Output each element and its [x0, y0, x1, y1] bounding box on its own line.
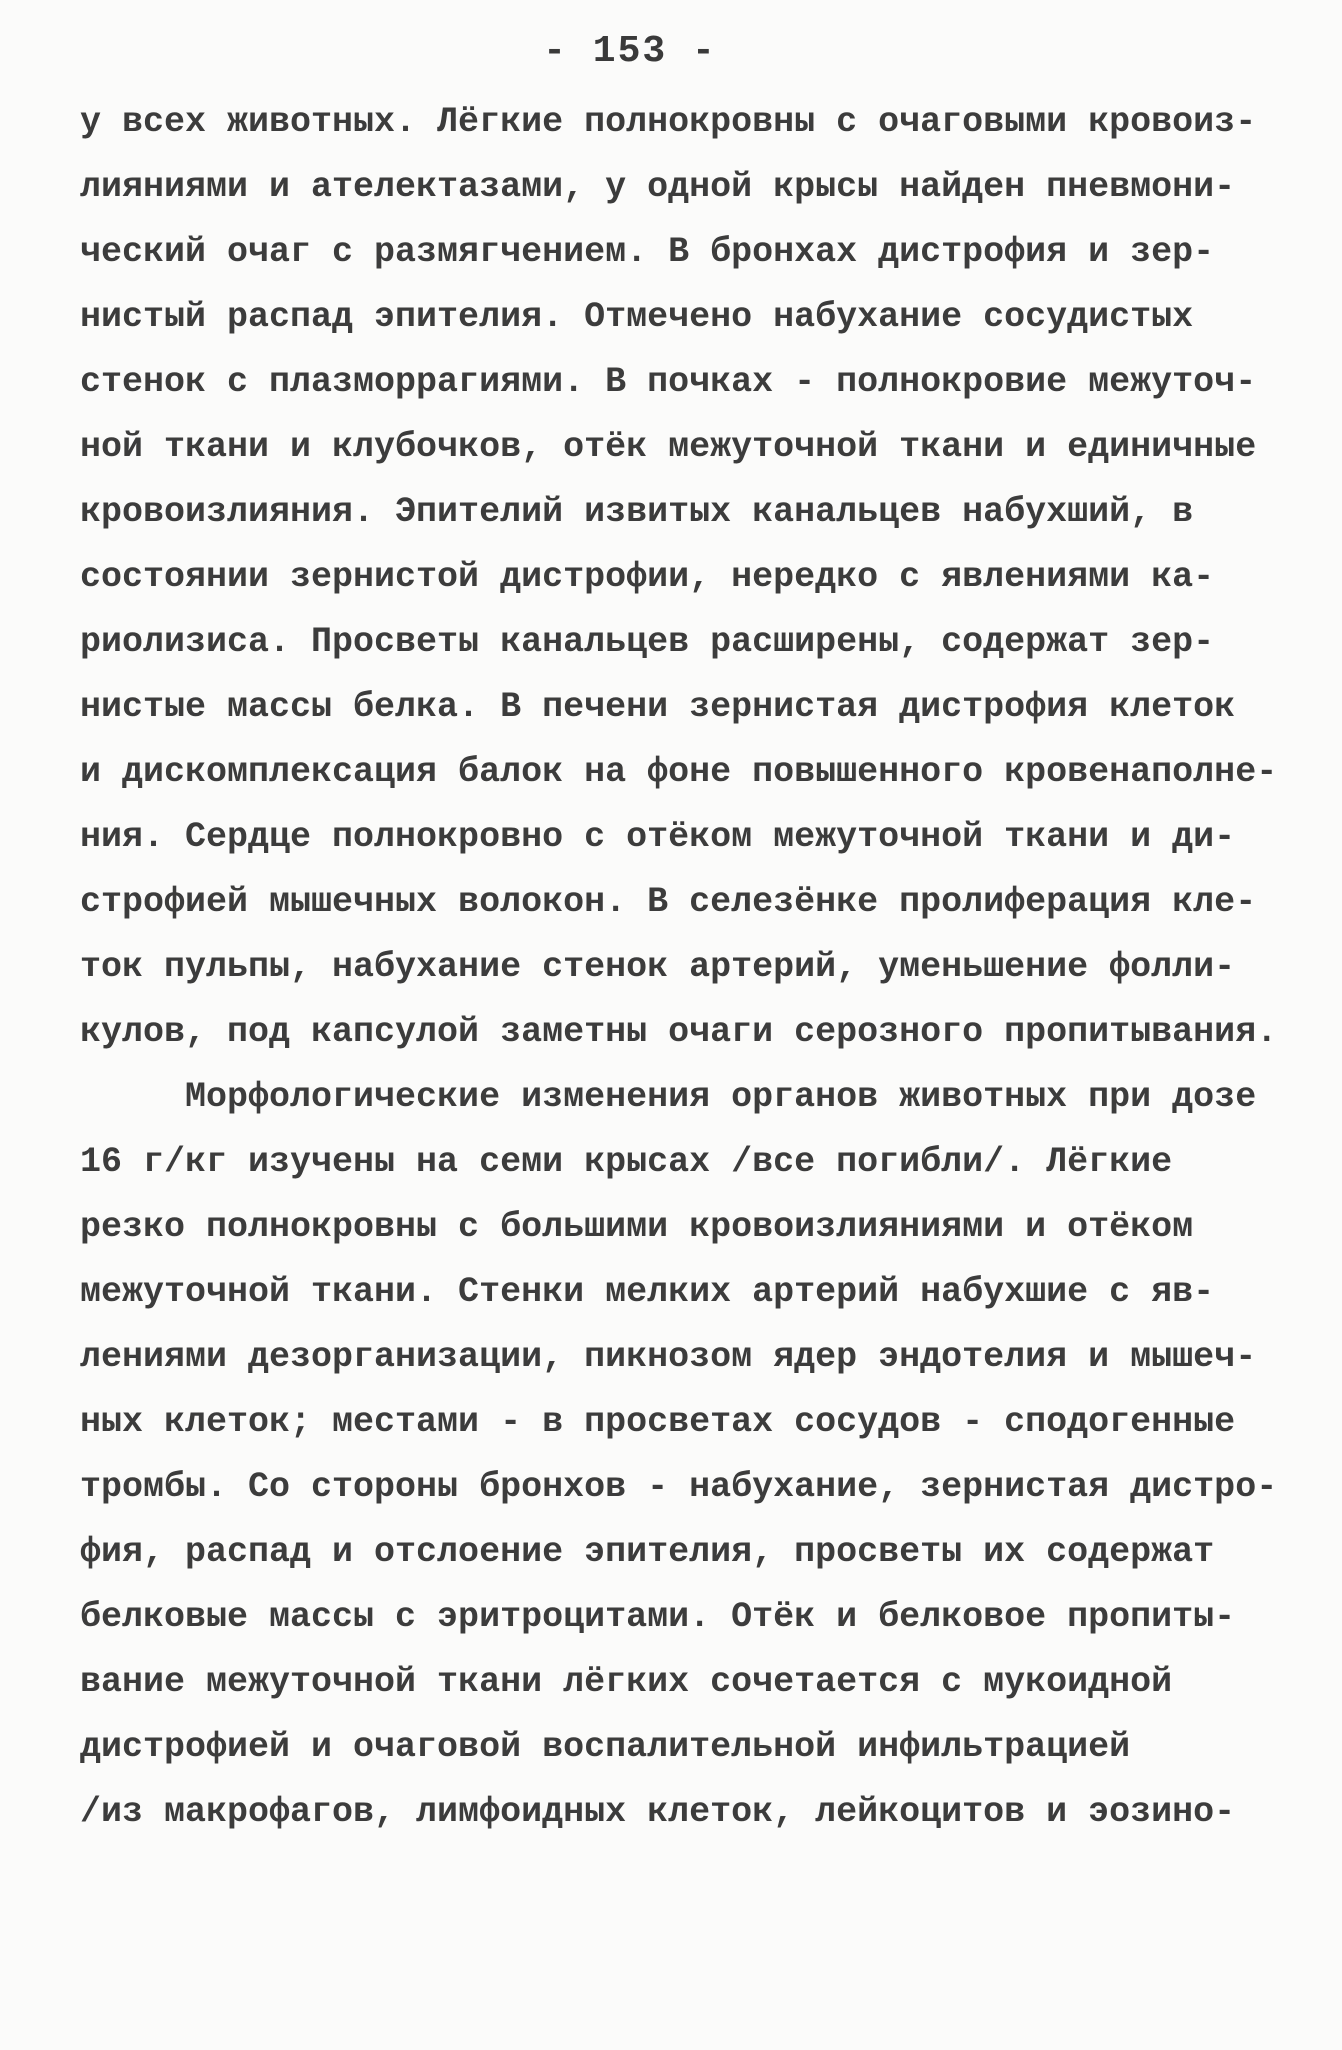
text-line: межуточной ткани. Стенки мелких артерий набухшие с яв- [80, 1272, 1215, 1312]
text-line: ной ткани и клубочков, отёк межуточной ткани и единичные [80, 427, 1257, 467]
text-line: лияниями и ателектазами, у одной крысы найден пневмони- [80, 167, 1236, 207]
text-line: ния. Сердце полнокровно с отёком межуточной ткани и ди- [80, 817, 1236, 857]
paragraph [80, 1065, 1280, 1845]
text-line: белковые массы с эритроцитами. Отёк и белковое пропиты- [80, 1597, 1236, 1637]
text-line: Морфологические изменения органов животных при дозе [80, 1077, 1257, 1117]
text-line: нистые массы белка. В печени зернистая дистрофия клеток [80, 687, 1236, 727]
text-line: резко полнокровны с большими кровоизлияниями и отёком [80, 1207, 1194, 1247]
text-line: строфией мышечных волокон. В селезёнке пролиферация кле- [80, 882, 1257, 922]
text-line: кулов, под капсулой заметны очаги серозного пропитывания. [80, 1012, 1278, 1052]
text-line: риолизиса. Просветы канальцев расширены, содержат зер- [80, 622, 1215, 662]
text-line: 16 г/кг изучены на семи крысах /все погибли/. Лёгкие [80, 1142, 1173, 1182]
text-line: ток пульпы, набухание стенок артерий, уменьшение фолли- [80, 947, 1236, 987]
text-line: лениями дезорганизации, пикнозом ядер эндотелия и мышеч- [80, 1337, 1257, 1377]
text-line: дистрофией и очаговой воспалительной инфильтрацией [80, 1727, 1131, 1767]
text-line: и дискомплексация балок на фоне повышенного кровенаполне- [80, 752, 1278, 792]
text-line: вание межуточной ткани лёгких сочетается с мукоидной [80, 1662, 1173, 1702]
page-number: - 153 - [543, 30, 717, 73]
text-line: /из макрофагов, лимфоидных клеток, лейкоцитов и эозино- [80, 1792, 1236, 1832]
text-line: фия, распад и отслоение эпителия, просветы их содержат [80, 1532, 1215, 1572]
paragraph [80, 90, 1280, 1065]
text-line: ческий очаг с размягчением. В бронхах дистрофия и зер- [80, 232, 1215, 272]
text-line: стенок с плазморрагиями. В почках - полнокровие межуточ- [80, 362, 1257, 402]
text-line: нистый распад эпителия. Отмечено набухание сосудистых [80, 297, 1194, 337]
text-line: у всех животных. Лёгкие полнокровны с очаговыми кровоиз- [80, 102, 1257, 142]
body-text [80, 90, 1280, 1845]
text-line: тромбы. Со стороны бронхов - набухание, зернистая дистро- [80, 1467, 1278, 1507]
text-line: состоянии зернистой дистрофии, нередко с явлениями ка- [80, 557, 1215, 597]
text-line: кровоизлияния. Эпителий извитых канальцев набухший, в [80, 492, 1194, 532]
text-line: ных клеток; местами - в просветах сосудов - сподогенные [80, 1402, 1236, 1442]
